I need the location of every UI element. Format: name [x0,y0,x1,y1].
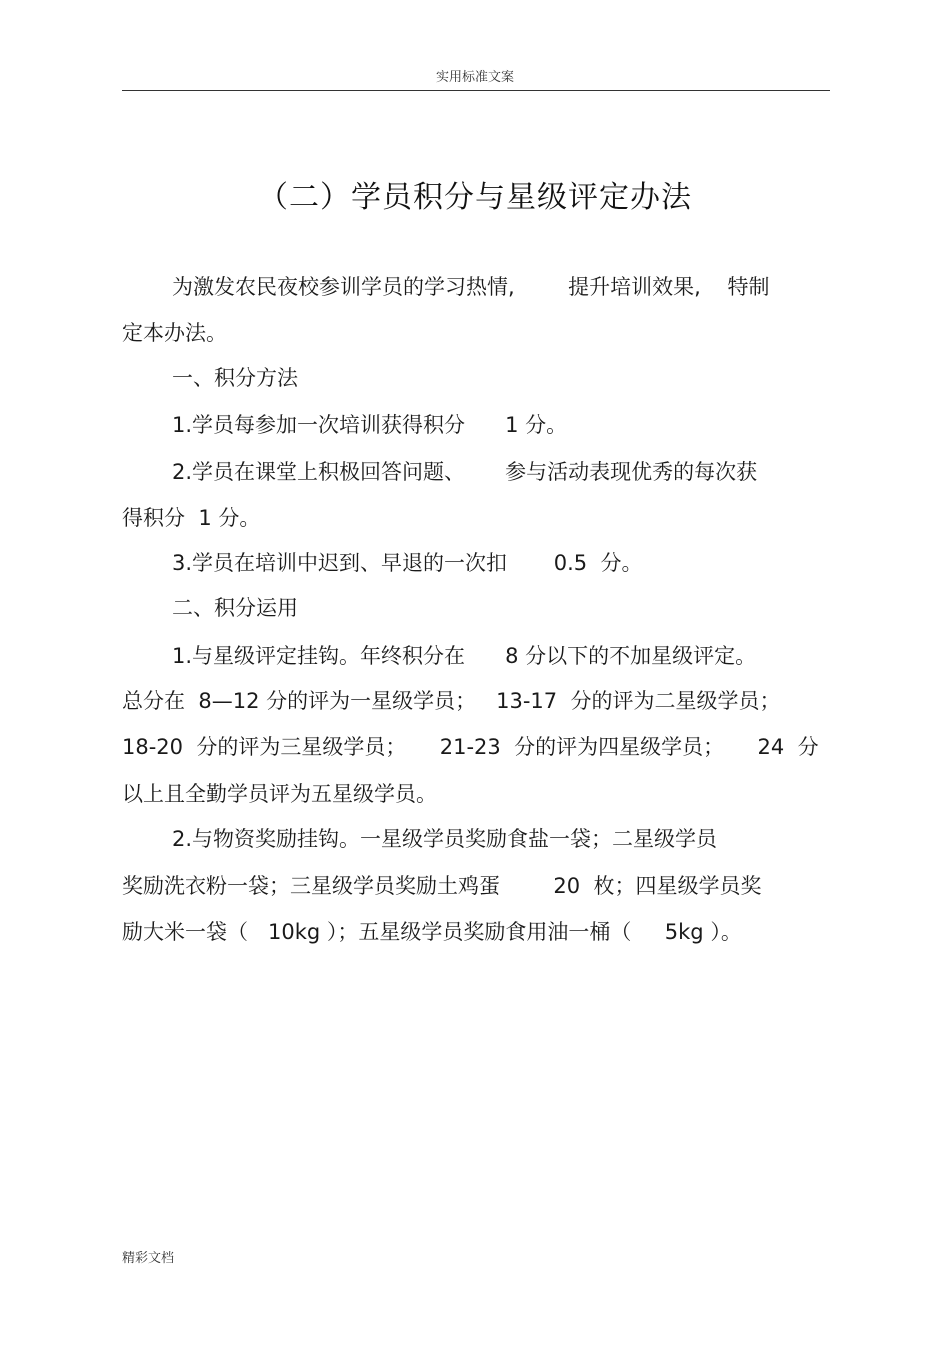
use-item-2-line-2: 奖励洗衣粉一袋；三星级学员奖励土鸡蛋 20 枚；四星级学员奖 [122,874,762,898]
use-item-2-line-3: 励大米一袋（ 10kg ）；五星级学员奖励食用油一桶（ 5kg ）。 [122,920,742,944]
rule-item-3: 3.学员在培训中迟到、早退的一次扣 0.5 分。 [172,551,643,575]
page-footer: 精彩文档 [122,1251,175,1266]
use-item-1-line-2: 总分在 8—12 分的评为一星级学员； 13-17 分的评为二星级学员； [122,689,781,713]
use-item-1-line-4: 以上且全勤学员评为五星级学员。 [122,782,437,806]
paragraph-intro-line-1: 为激发农民夜校参训学员的学习热情, 提升培训效果, 特制 [172,275,770,299]
rule-item-2-line-2: 得积分 1 分。 [122,506,261,530]
use-item-1-line-3: 18-20 分的评为三星级学员； 21-23 分的评为四星级学员； 24 分 [122,735,819,759]
rule-item-1: 1.学员每参加一次培训获得积分 1 分。 [172,413,568,437]
paragraph-intro-line-2: 定本办法。 [122,321,227,345]
use-item-2-line-1: 2.与物资奖励挂钩。一星级学员奖励食盐一袋；二星级学员 [172,827,718,851]
page-header: 实用标准文案 [435,70,514,85]
rule-item-2-line-1: 2.学员在课堂上积极回答问题、 参与活动表现优秀的每次获 [172,460,758,484]
section-heading-scoring-use: 二、积分运用 [172,596,298,620]
section-heading-scoring-method: 一、积分方法 [172,366,298,390]
use-item-1-line-1: 1.与星级评定挂钩。年终积分在 8 分以下的不加星级评定。 [172,644,757,668]
document-title: （二）学员积分与星级评定办法 [258,180,692,215]
header-divider [122,90,830,91]
